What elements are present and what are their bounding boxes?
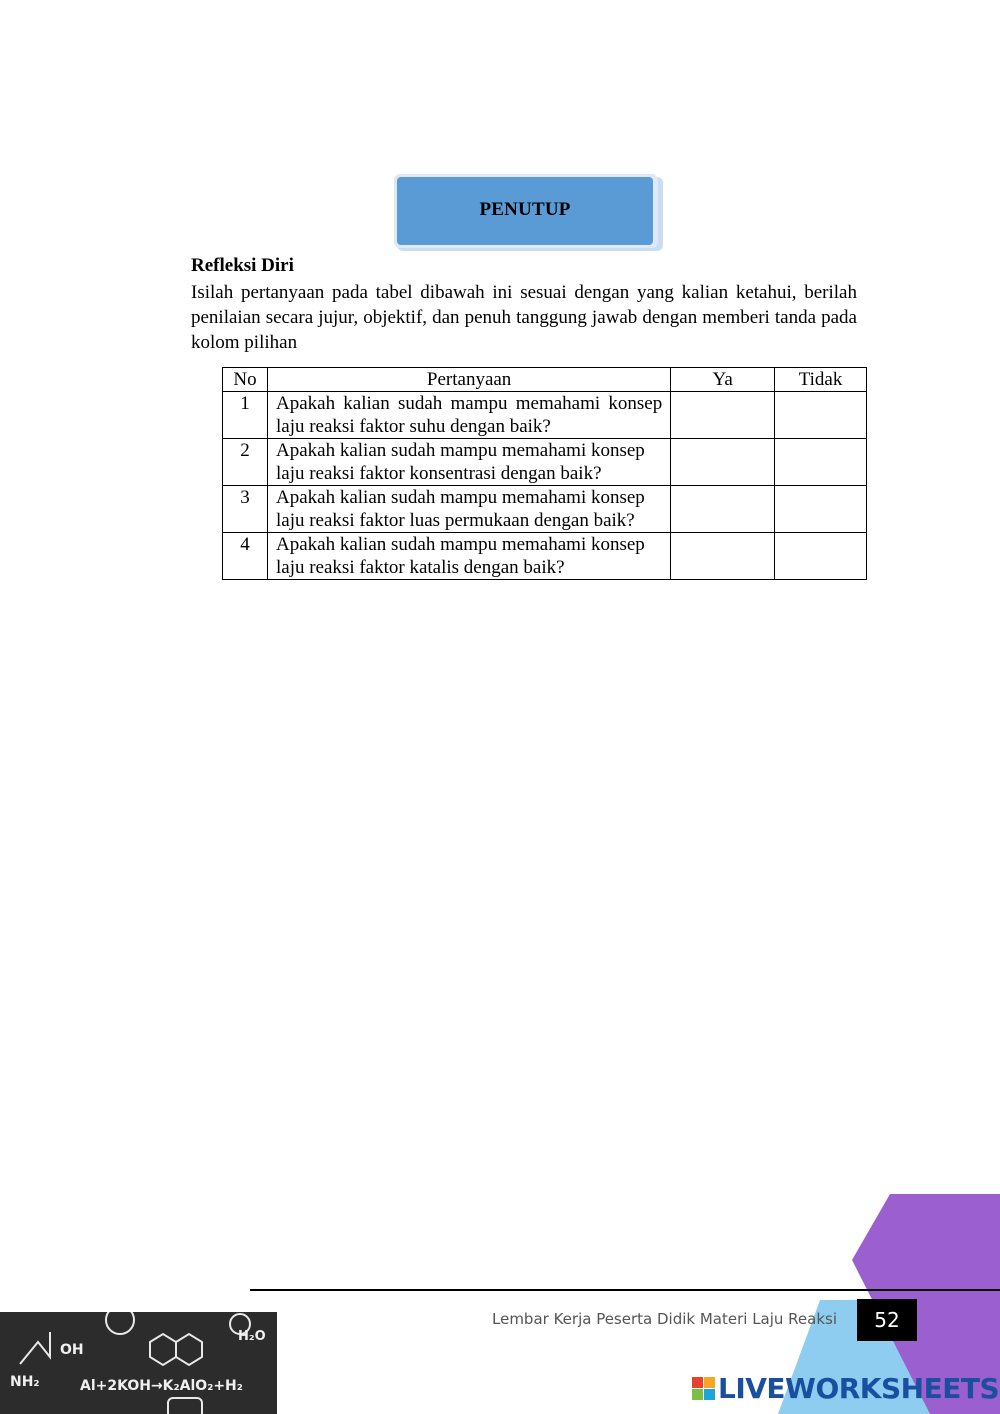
header-question: Pertanyaan xyxy=(267,368,670,392)
box-icon xyxy=(168,1398,202,1414)
section-title: Refleksi Diri xyxy=(191,255,294,276)
table-row xyxy=(223,392,867,439)
footer-rule xyxy=(250,1289,1000,1291)
row-question: Apakah kalian sudah mampu memahami konsep laju reaksi faktor suhu dengan baik? xyxy=(267,392,670,439)
header-tidak: Tidak xyxy=(775,368,867,392)
formula-oh: OH xyxy=(60,1342,84,1358)
row-question: Apakah kalian sudah mampu memahami konsep laju reaksi faktor konsentrasi dengan baik? xyxy=(267,439,670,486)
row-question: Apakah kalian sudah mampu memahami konsep laju reaksi faktor katalis dengan baik? xyxy=(267,533,670,580)
row-number: 3 xyxy=(223,486,268,533)
section-banner xyxy=(392,172,664,252)
benzene-ring-icon xyxy=(176,1334,202,1365)
page-number: 52 xyxy=(857,1299,917,1341)
header-ya: Ya xyxy=(671,368,775,392)
ring-icon xyxy=(106,1312,134,1334)
intro-paragraph: Isilah pertanyaan pada tabel dibawah ini sesuai dengan yang kalian ketahui, berilah penilaian secara jujur, objektif, dan penuh tanggung jawab dengan memberi tanda pada kolom pilihan xyxy=(191,282,857,353)
row-number: 1 xyxy=(223,392,268,439)
table-row xyxy=(223,533,867,580)
footer-title: Lembar Kerja Peserta Didik Materi Laju Reaksi xyxy=(492,1310,838,1328)
banner-title: PENUTUP xyxy=(479,199,571,220)
molecule-lines xyxy=(20,1332,50,1364)
table-row xyxy=(223,486,867,533)
answer-ya-cell[interactable] xyxy=(671,439,775,486)
answer-tidak-cell[interactable] xyxy=(775,392,867,439)
answer-tidak-cell[interactable] xyxy=(775,486,867,533)
answer-tidak-cell[interactable] xyxy=(775,439,867,486)
table-row xyxy=(223,439,867,486)
row-question: Apakah kalian sudah mampu memahami konsep laju reaksi faktor luas permukaan dengan baik? xyxy=(267,486,670,533)
answer-ya-cell[interactable] xyxy=(671,486,775,533)
formula-nh2: NH₂ xyxy=(10,1374,40,1390)
table-header-row xyxy=(223,368,867,392)
chemistry-chalkboard-image xyxy=(0,1312,277,1414)
formula-h2o: H₂O xyxy=(238,1329,266,1344)
answer-ya-cell[interactable] xyxy=(671,392,775,439)
answer-tidak-cell[interactable] xyxy=(775,533,867,580)
liveworksheets-logo-icon xyxy=(692,1377,715,1400)
formula-reaction: Al+2KOH→K₂AlO₂+H₂ xyxy=(80,1378,243,1394)
liveworksheets-text: LIVEWORKSHEETS xyxy=(718,1372,1000,1405)
row-number: 2 xyxy=(223,439,268,486)
benzene-ring-icon xyxy=(150,1334,176,1365)
chalkboard-drawing xyxy=(0,1312,277,1414)
row-number: 4 xyxy=(223,533,268,580)
answer-ya-cell[interactable] xyxy=(671,533,775,580)
liveworksheets-watermark xyxy=(692,1372,999,1405)
reflection-table xyxy=(222,367,867,580)
header-no: No xyxy=(223,368,268,392)
